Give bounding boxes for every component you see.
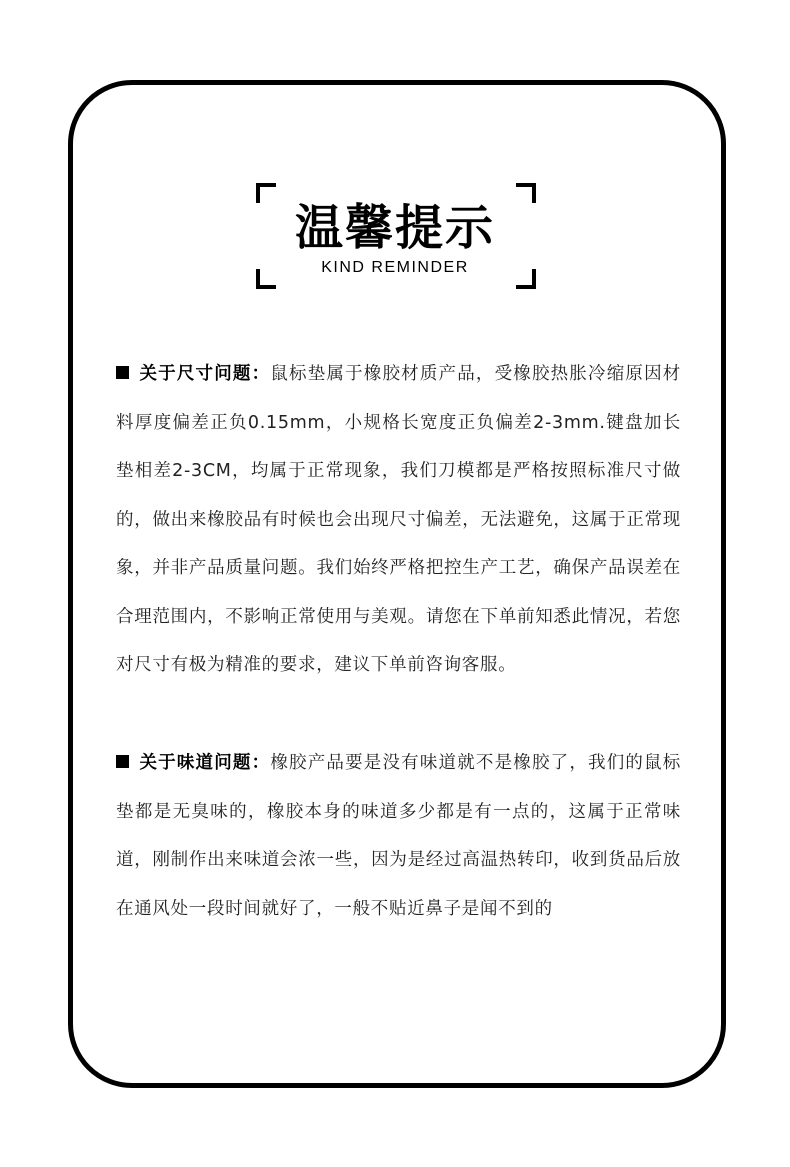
page-subtitle: KIND REMINDER [321,259,469,276]
section-body: 橡胶产品要是没有味道就不是橡胶了，我们的鼠标垫都是无臭味的，橡胶本身的味道多少都是有一点的，这属于正常味道，刚制作出来味道会浓一些，因为是经过高温热转印，收到货品后放在通风处一段时间就好了，一般不贴近鼻子是闻不到的 [116,753,682,919]
section-body: 鼠标垫属于橡胶材质产品，受橡胶热胀冷缩原因材料厚度偏差正负0.15mm，小规格长宽度正负偏差2-3mm.键盘加长垫相差2-3CM，均属于正常现象，我们刀模都是严格按照标准尺寸做的，做出来橡胶品有时候也会出现尺寸偏差，无法避免，这属于正常现象，并非产品质量问题。我们始终严格把控生产工艺，确保产品误差在合理范围内，不影响正常使用与美观。请您在下单前知悉此情况，若您对尺寸有极为精准的要求，建议下单前咨询客服。 [116,364,682,675]
bullet-square-icon [116,366,129,379]
size-notice-section [116,350,681,690]
section-heading: 关于味道问题： [139,753,271,773]
section-heading: 关于尺寸问题： [139,364,271,384]
smell-notice-section [116,739,681,933]
page-title: 温馨提示 [294,200,495,256]
bullet-square-icon [116,755,129,768]
